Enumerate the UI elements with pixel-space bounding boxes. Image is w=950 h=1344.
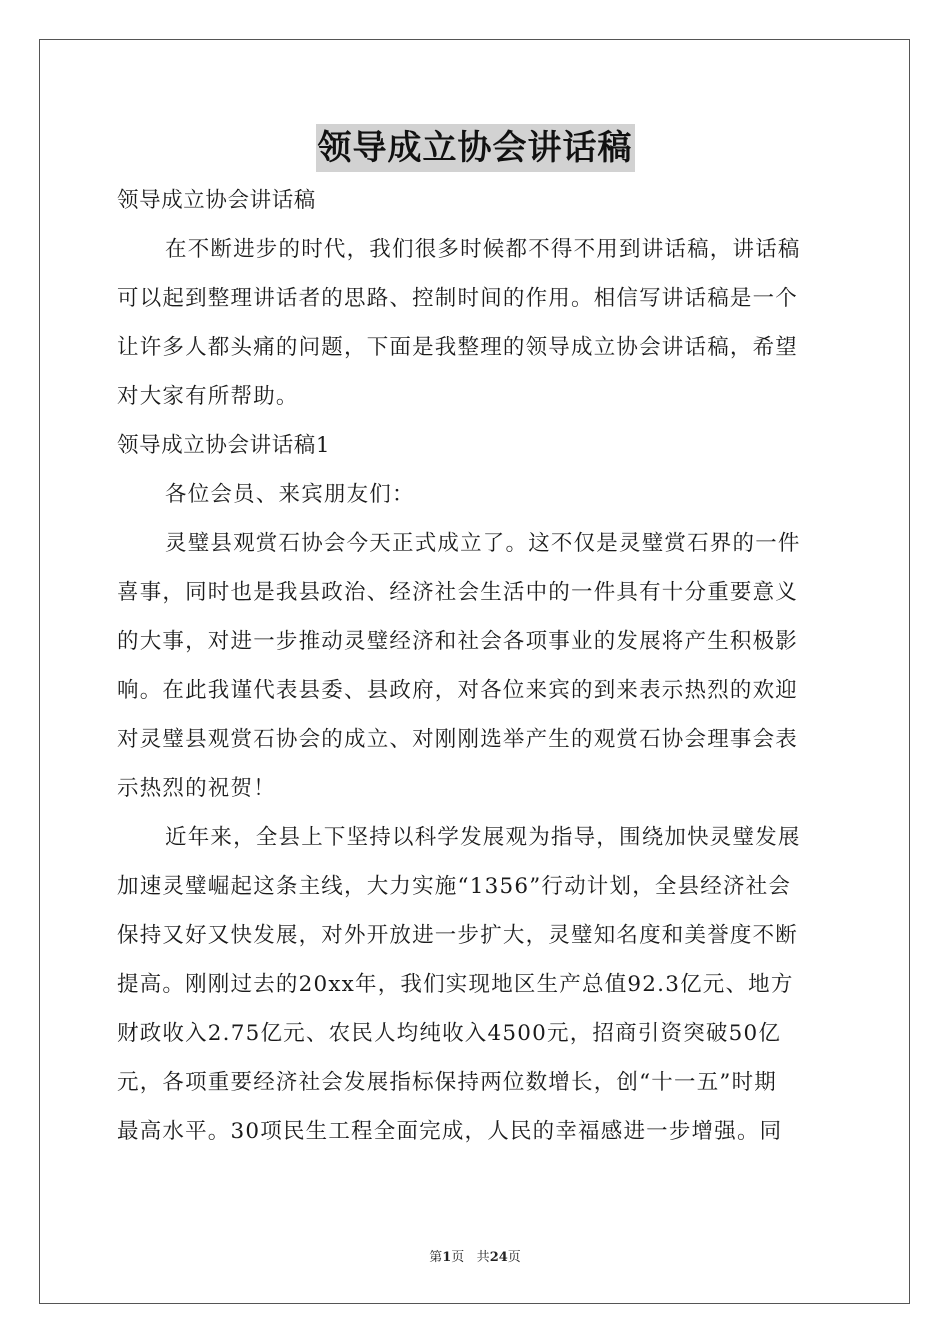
title-container (0, 124, 950, 172)
paragraph-line: 保持又好又快发展，对外开放进一步扩大，灵璧知名度和美誉度不断 (117, 923, 799, 948)
document-title: 领导成立协会讲话稿 (316, 124, 635, 172)
page-prefix: 第 (429, 1250, 443, 1265)
current-page-number: 1 (442, 1250, 452, 1265)
paragraph-line: 最高水平。30项民生工程全面完成，人民的幸福感进一步增强。同 (117, 1119, 783, 1144)
paragraph-line: 喜事，同时也是我县政治、经济社会生活中的一件具有十分重要意义 (117, 580, 799, 605)
paragraph-line: 近年来，全县上下坚持以科学发展观为指导，围绕加快灵璧发展 (165, 825, 801, 850)
document-body (117, 176, 835, 1156)
paragraph-line: 提高。刚刚过去的20xx年，我们实现地区生产总值92.3亿元、地方 (117, 972, 794, 997)
paragraph-line: 对大家有所帮助。 (117, 384, 299, 409)
paragraph-line: 在不断进步的时代，我们很多时候都不得不用到讲话稿，讲话稿 (165, 237, 801, 262)
paragraph-line: 示热烈的祝贺！ (117, 776, 276, 801)
paragraph-line: 加速灵璧崛起这条主线，大力实施“1356”行动计划，全县经济社会 (117, 874, 792, 899)
paragraph-line: 元，各项重要经济社会发展指标保持两位数增长，创“十一五”时期 (117, 1070, 777, 1095)
total-prefix: 共 (476, 1250, 490, 1265)
paragraph-line: 的大事，对进一步推动灵璧经济和社会各项事业的发展将产生积极影 (117, 629, 799, 654)
paragraph-line: 对灵璧县观赏石协会的成立、对刚刚选举产生的观赏石协会理事会表 (117, 727, 799, 752)
page-footer (0, 1246, 950, 1265)
salutation-line: 各位会员、来宾朋友们： (165, 482, 415, 507)
paragraph-line: 财政收入2.75亿元、农民人均纯收入4500元，招商引资突破50亿 (117, 1021, 782, 1046)
section-heading: 领导成立协会讲话稿 (117, 188, 316, 213)
total-page-count: 24 (489, 1250, 508, 1265)
paragraph-line: 让许多人都头痛的问题，下面是我整理的领导成立协会讲话稿，希望 (117, 335, 799, 360)
total-unit: 页 (507, 1250, 521, 1265)
page-unit: 页 (451, 1250, 465, 1265)
paragraph-line: 灵璧县观赏石协会今天正式成立了。这不仅是灵璧赏石界的一件 (165, 531, 801, 556)
paragraph-line: 响。在此我谨代表县委、县政府，对各位来宾的到来表示热烈的欢迎 (117, 678, 799, 703)
section-heading: 领导成立协会讲话稿1 (117, 433, 331, 458)
paragraph-line: 可以起到整理讲话者的思路、控制时间的作用。相信写讲话稿是一个 (117, 286, 799, 311)
